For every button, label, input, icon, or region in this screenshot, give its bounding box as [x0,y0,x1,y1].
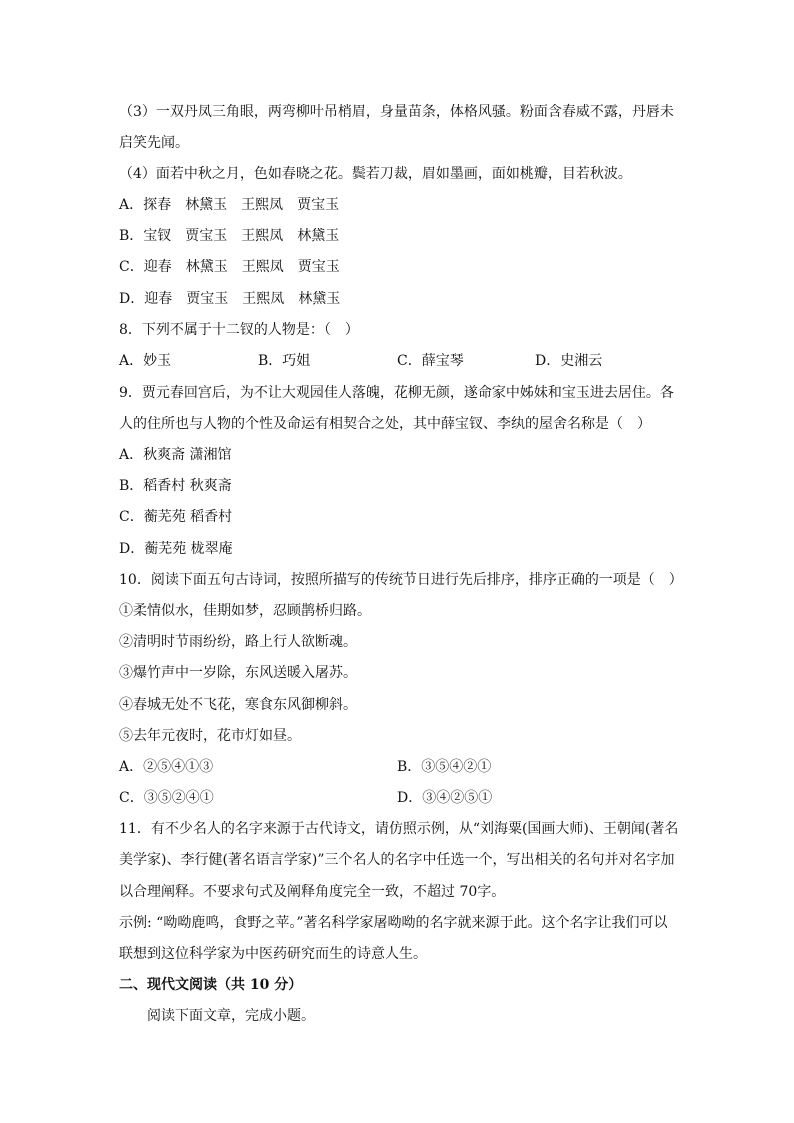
q7-option-a: A．探春 林黛玉 王熙凤 贾宝玉 [119,197,340,213]
q8-option-b: B．巧姐 [258,353,311,369]
q7-description-3-line2: 启笑先闻。 [119,135,189,151]
q7-description-3-line1: （3）一双丹凤三角眼，两弯柳叶吊梢眉，身量苗条，体格风骚。粉面含春威不露，丹唇未 [119,104,674,120]
q11-example-line1: 示例: “呦呦鹿鸣，食野之苹。”著名科学家屠呦呦的名字就来源于此。这个名字让我们可以 [119,915,668,931]
q10-option-d: D．③④②⑤① [397,790,493,806]
q10-poem-5: ⑤去年元夜时，花市灯如昼。 [119,728,301,744]
q7-option-c: C．迎春 林黛玉 王熙凤 贾宝玉 [119,259,340,275]
q10-option-b: B．③⑤④②① [397,759,492,775]
q9-option-c: C．蘅芜苑 稻香村 [119,509,233,525]
q8-option-c: C．薛宝琴 [397,353,464,369]
q8-option-a: A．妙玉 [119,353,172,369]
q10-option-a: A．②⑤④①③ [119,759,214,775]
q8-question: 8．下列不属于十二钗的人物是：（ ） [119,322,359,338]
q7-description-4: （4）面若中秋之月，色如春晓之花。鬓若刀裁，眉如墨画，面如桃瓣，目若秋波。 [119,166,632,182]
q9-option-a: A．秋爽斋 潇湘馆 [119,447,232,463]
q10-poem-1: ①柔情似水，佳期如梦，忍顾鹊桥归路。 [119,603,371,619]
q9-option-d: D．蘅芜苑 栊翠庵 [119,541,233,557]
q10-poem-4: ④春城无处不飞花，寒食东风御柳斜。 [119,697,357,713]
q11-question-line1: 11．有不少名人的名字来源于古代诗文，请仿照示例，从“刘海粟(国画大师)、王朝闻(著名 [119,821,679,837]
q10-poem-3: ③爆竹声中一岁除，东风送暖入屠苏。 [119,665,357,681]
q9-option-b: B．稻香村 秋爽斋 [119,478,232,494]
q11-question-line2: 美学家)、李行健(著名语言学家)”三个名人的名字中任选一个，写出相关的名句并对名字加 [119,852,675,868]
section-heading: 二、现代文阅读（共 10 分） [119,977,303,993]
q9-question-line1: 9．贾元春回宫后，为不让大观园佳人落魄，花柳无颜，遂命家中姊妹和宝玉进去居住。各 [119,385,674,401]
q10-question: 10．阅读下面五句古诗词，按照所描写的传统节日进行先后排序，排序正确的一项是（ ） [119,572,683,588]
q11-example-line2: 联想到这位科学家为中医药研究而生的诗意人生。 [119,946,427,962]
q9-question-line2: 人的住所也与人物的个性及命运有相契合之处，其中薛宝钗、李纨的屋舍名称是（ ） [119,416,651,432]
q8-option-d: D．史湘云 [535,353,603,369]
q10-poem-2: ②清明时节雨纷纷，路上行人欲断魂。 [119,634,357,650]
q7-option-b: B．宝钗 贾宝玉 王熙凤 林黛玉 [119,228,340,244]
q10-option-c: C．③⑤②④① [119,790,214,806]
section-instruction: 阅读下面文章，完成小题。 [147,1008,315,1024]
q11-question-line3: 以合理阐释。不要求句式及阐释角度完全一致，不超过 70字。 [119,884,506,900]
q7-option-d: D．迎春 贾宝玉 王熙凤 林黛玉 [119,291,341,307]
